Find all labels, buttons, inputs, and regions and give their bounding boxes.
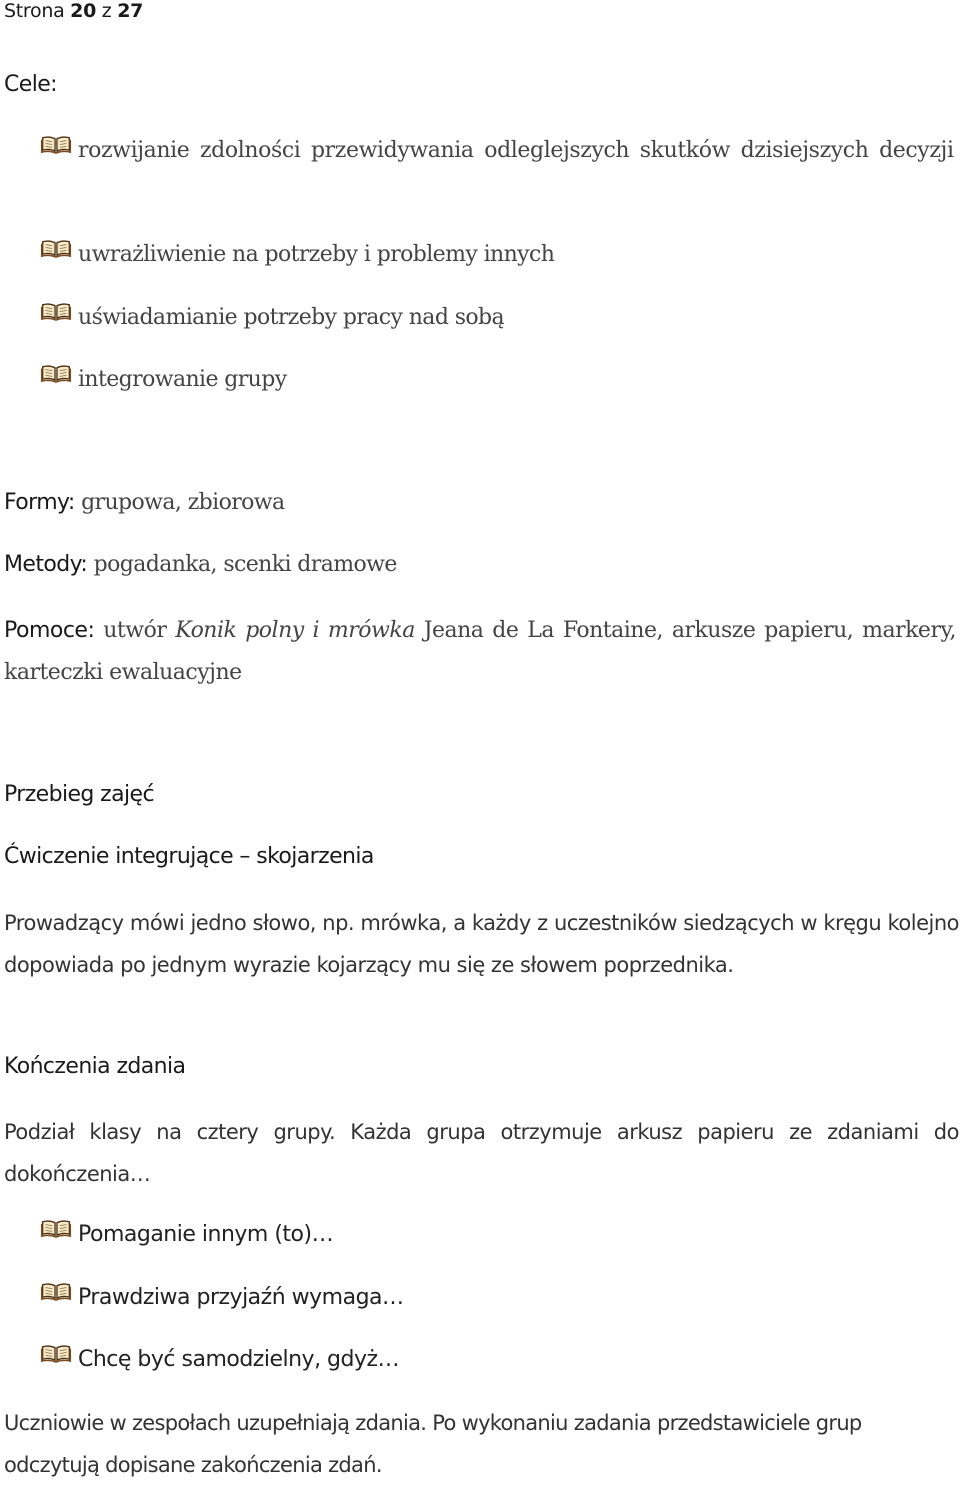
exercise1-heading: Ćwiczenie integrujące – skojarzenia <box>4 844 374 869</box>
exercise2-closing: Uczniowie w zespołach uzupełniają zdania. Po wykonaniu zadania przedstawiciele grup odczytują dopisane zakończenia zdań. <box>4 1411 862 1477</box>
sentence-item <box>40 1214 333 1256</box>
page-number-header <box>4 0 143 22</box>
exercise2-heading: Kończenia zdania <box>4 1054 186 1079</box>
page-prefix: Strona <box>4 0 65 22</box>
goal-item <box>40 359 287 401</box>
goal-item-text: uświadamianie potrzeby pracy nad sobą <box>78 305 505 330</box>
exercise2-text: Podział klasy na cztery grupy. Każda grupa otrzymuje arkusz papieru ze zdaniami do dokończenia… <box>4 1120 959 1186</box>
goals-heading: Cele: <box>4 72 57 97</box>
goal-item <box>40 297 504 339</box>
open-book-icon <box>40 1343 72 1363</box>
goal-item-text: integrowanie grupy <box>78 367 287 392</box>
open-book-icon <box>40 1218 72 1238</box>
open-book-icon <box>40 134 72 154</box>
methods-line <box>4 552 397 577</box>
open-book-icon <box>40 363 72 383</box>
open-book-icon <box>40 238 72 258</box>
page-total: 27 <box>117 0 144 22</box>
forms-line <box>4 490 285 515</box>
aids-before: utwór <box>103 618 167 643</box>
course-heading: Przebieg zajęć <box>4 782 154 807</box>
goal-item <box>40 130 960 172</box>
exercise1-text: Prowadzący mówi jedno słowo, np. mrówka, a każdy z uczestników siedzących w kręgu kolejno dopowiada po jednym wyrazie kojarzący mu się ze słowem poprzednika. <box>4 911 959 977</box>
aids-line <box>4 610 956 694</box>
forms-value: grupowa, zbiorowa <box>81 490 285 515</box>
methods-label: Metody: <box>4 552 88 577</box>
open-book-icon <box>40 301 72 321</box>
forms-label: Formy: <box>4 490 75 515</box>
goal-item-text: uwrażliwienie na potrzeby i problemy innych <box>78 242 555 267</box>
goal-item-text: rozwijanie zdolności przewidywania odleglejszych skutków dzisiejszych decyzji <box>78 138 954 163</box>
sentence-item-text: Chcę być samodzielny, gdyż… <box>78 1347 400 1372</box>
sentence-item-text: Pomaganie innym (to)… <box>78 1222 334 1247</box>
goal-item <box>40 234 554 276</box>
aids-title: Konik polny i mrówka <box>175 618 415 643</box>
open-book-icon <box>40 1281 72 1301</box>
sentence-item <box>40 1339 399 1381</box>
sentence-item-text: Prawdziwa przyjaźń wymaga… <box>78 1285 404 1310</box>
page-current: 20 <box>70 0 97 22</box>
sentence-item <box>40 1277 404 1319</box>
methods-value: pogadanka, scenki dramowe <box>93 552 397 577</box>
page-sep: z <box>101 0 112 22</box>
aids-after: Jeana de La Fontaine, arkusze papieru, markery, karteczki ewaluacyjne <box>4 618 956 685</box>
aids-label: Pomoce: <box>4 618 95 643</box>
